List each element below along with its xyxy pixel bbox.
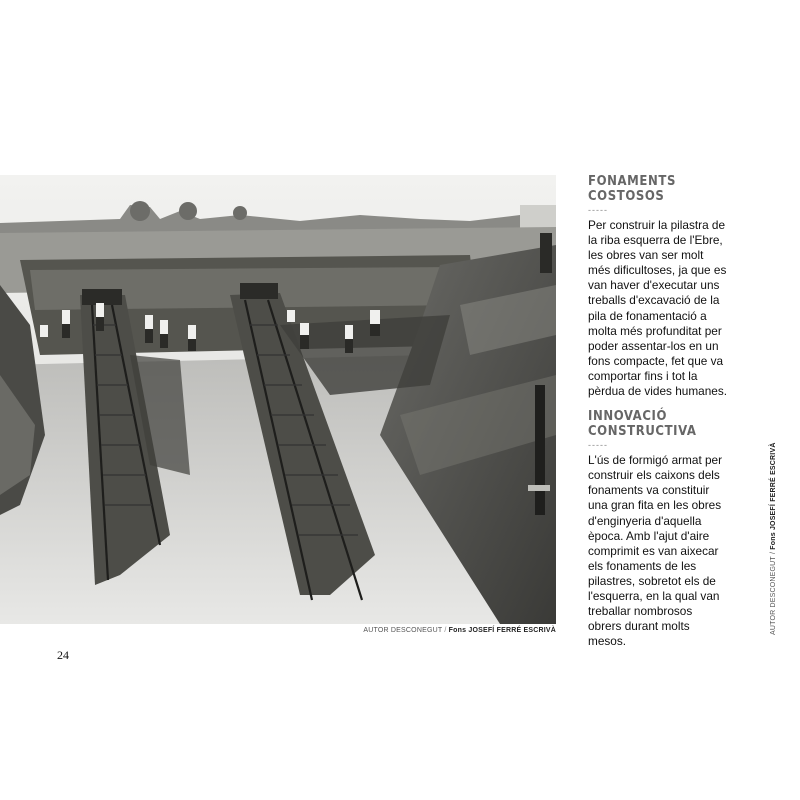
- side-credit-separator: /: [770, 551, 777, 555]
- section-heading: INNOVACIÓ CONSTRUCTIVA: [588, 409, 697, 440]
- photo-illustration: [0, 175, 556, 624]
- side-credit: [770, 442, 777, 635]
- side-credit-fons-prefix: Fons: [770, 532, 777, 550]
- side-credit-fons-name: JOSEFÍ FERRÉ ESCRIVÀ: [770, 442, 777, 531]
- text-column: [588, 174, 728, 659]
- photo-credit: [363, 627, 556, 634]
- credit-author: AUTOR DESCONEGUT: [363, 627, 443, 634]
- credit-fons-prefix: Fons: [448, 627, 467, 634]
- heading-dash: -----: [588, 205, 608, 215]
- section-body: L'ús de formigó armat per construir els caixons dels fonaments va constituir una gran fita en les obres d'enginyeria d'aquella època. Amb l'ajut d'aire comprimit es van aixecar els fonaments de les pilastres, sobretot els de l'esquerra, en la qual van treballar nombrosos obrers durant molts mesos.: [588, 453, 723, 649]
- credit-fons-name: JOSEFÍ FERRÉ ESCRIVÀ: [468, 627, 556, 634]
- section-body: Per construir la pilastra de la riba esquerra de l'Ebre, les obres van ser molt més dificultoses, ja que es van haver d'executar uns treballs d'excavació de la pila de fonamentació a molta més profunditat per poder assentar-los en un fons compacte, fet que va comportar fins i tot la pèrdua de vides humanes.: [588, 218, 728, 399]
- excavation-photo: [0, 175, 556, 624]
- page-number: 24: [57, 648, 69, 662]
- credit-separator: /: [444, 627, 447, 634]
- side-credit-author: AUTOR DESCONEGUT: [770, 556, 777, 635]
- section-heading: FONAMENTS COSTOSOS: [588, 174, 676, 204]
- heading-dash: -----: [588, 440, 608, 451]
